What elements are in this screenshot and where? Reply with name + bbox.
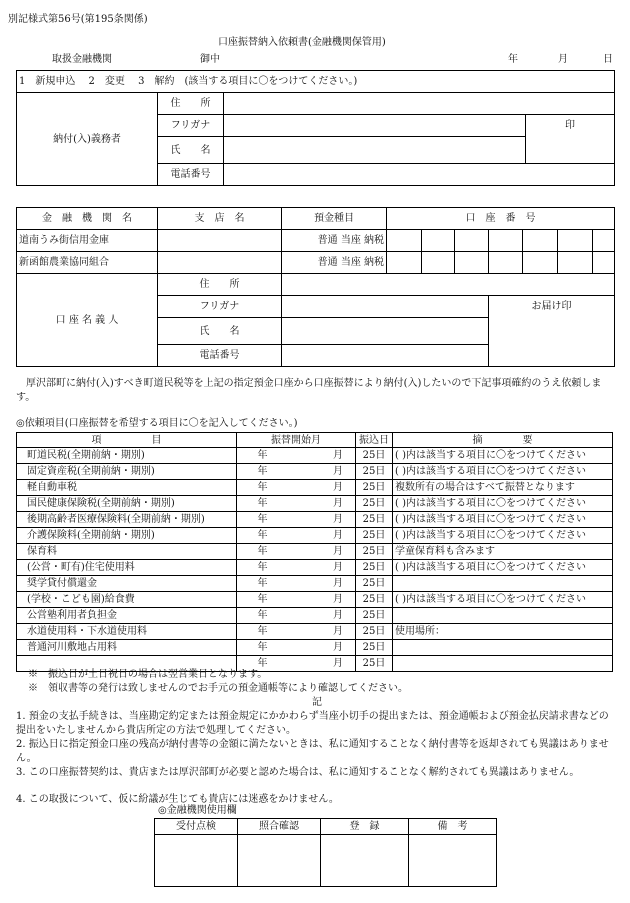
account-digit[interactable] <box>489 252 523 274</box>
note-2: ※ 領収書等の発行は致しませんのでお手元の預金通帳等により確認してください。 <box>28 683 408 694</box>
bank-account-type[interactable]: 普通 当座 納税 <box>282 230 387 252</box>
start-year: 年 <box>237 448 272 464</box>
start-year: 年 <box>237 528 272 544</box>
col-received: 受付点検 <box>155 819 238 835</box>
start-year: 年 <box>237 512 272 528</box>
col-account-number: 口 座 番 号 <box>387 208 615 230</box>
start-year: 年 <box>237 464 272 480</box>
payer-name-field[interactable] <box>224 137 526 164</box>
items-table <box>16 432 613 672</box>
honorific: 御中 <box>200 54 220 65</box>
form-number: 別記様式第56号(第195条関係) <box>8 14 148 25</box>
term-3: 3. この口座振替契約は、貴店または厚沢部町が必要と認めた場合は、私に通知することなく解約されても異議はありません。 <box>16 767 580 778</box>
payer-furigana-field[interactable] <box>224 115 526 137</box>
col-account-type: 預金種目 <box>282 208 387 230</box>
recipient-label: 取扱金融機関 <box>52 54 112 65</box>
bank-branch-field[interactable] <box>158 230 282 252</box>
start-year: 年 <box>237 480 272 496</box>
transfer-day: 25日 <box>356 656 393 672</box>
verify-stamp-field[interactable] <box>238 835 321 887</box>
item-row[interactable] <box>17 592 613 608</box>
start-year: 年 <box>237 624 272 640</box>
transfer-day: 25日 <box>356 448 393 464</box>
item-row[interactable] <box>17 528 613 544</box>
holder-phone-field[interactable] <box>282 345 489 367</box>
account-digit[interactable] <box>593 252 615 274</box>
payer-phone-label: 電話番号 <box>158 164 224 186</box>
transfer-day: 25日 <box>356 576 393 592</box>
start-year: 年 <box>237 640 272 656</box>
holder-furigana-field[interactable] <box>282 296 489 318</box>
start-year: 年 <box>237 560 272 576</box>
account-digit[interactable] <box>387 252 422 274</box>
term-1: 1. 預金の支払手続きは、当座勘定約定または預金規定にかかわらず当座小切手の提出または、預金通帳および預金払戻請求書などの提出をいたしませんから貴店所定の方法で処理してください。 <box>16 711 609 736</box>
payer-seal[interactable]: 印 <box>526 115 615 164</box>
register-stamp-field[interactable] <box>321 835 409 887</box>
start-year: 年 <box>237 576 272 592</box>
holder-section-label: 口 座 名 義 人 <box>17 274 158 367</box>
payer-name-label: 氏 名 <box>158 137 224 164</box>
item-row[interactable] <box>17 496 613 512</box>
start-year: 年 <box>237 608 272 624</box>
item-remarks: 複数所有の場合はすべて振替となります <box>393 480 613 496</box>
account-digit[interactable] <box>455 230 489 252</box>
start-month: 月 <box>272 608 356 624</box>
holder-phone-label: 電話番号 <box>158 345 282 367</box>
item-remarks: 学童保育料も含みます <box>393 544 613 560</box>
items-heading: ◎依頼項目(口座振替を希望する項目に〇を記入してください。) <box>16 418 298 429</box>
start-month: 月 <box>272 512 356 528</box>
start-month: 月 <box>272 656 356 672</box>
transfer-day: 25日 <box>356 560 393 576</box>
payer-phone-field[interactable] <box>224 164 615 186</box>
transfer-day: 25日 <box>356 528 393 544</box>
col-institution: 金 融 機 関 名 <box>17 208 158 230</box>
start-month: 月 <box>272 528 356 544</box>
item-remarks: ( )内は該当する項目に〇をつけてください <box>393 592 613 608</box>
item-row[interactable] <box>17 512 613 528</box>
bank-row <box>17 252 615 274</box>
bank-use-table <box>154 818 497 887</box>
holder-seal[interactable]: お届け印 <box>489 296 615 367</box>
col-item: 項 目 <box>17 433 237 448</box>
holder-address-field[interactable] <box>282 274 615 296</box>
payer-address-label: 住 所 <box>158 93 224 115</box>
account-digit[interactable] <box>422 252 455 274</box>
transfer-day: 25日 <box>356 624 393 640</box>
item-name: 国民健康保険税(全期前納・期別) <box>17 496 237 512</box>
item-remarks: 使用場所： <box>393 624 613 640</box>
bank-institution: 新函館農業協同組合 <box>17 252 158 274</box>
item-remarks <box>393 640 613 656</box>
term-4: 4. この取扱について、仮に紛議が生じても貴店には迷惑をかけません。 <box>16 794 339 805</box>
item-name: 保育料 <box>17 544 237 560</box>
start-month: 月 <box>272 640 356 656</box>
item-remarks: ( )内は該当する項目に〇をつけてください <box>393 512 613 528</box>
date-day-label: 日 <box>603 54 613 65</box>
start-month: 月 <box>272 624 356 640</box>
holder-name-field[interactable] <box>282 318 489 345</box>
item-name: 普通河川敷地占用料 <box>17 640 237 656</box>
request-text: 厚沢部町に納付(入)すべき町道民税等を上記の指定預金口座から口座振替により納付(入)したいので下記事項確約のうえ依頼します。 <box>16 378 602 403</box>
transfer-day: 25日 <box>356 544 393 560</box>
payer-furigana-label: フリガナ <box>158 115 224 137</box>
item-row[interactable] <box>17 544 613 560</box>
account-digit[interactable] <box>387 230 422 252</box>
bank-row <box>17 230 615 252</box>
account-digit[interactable] <box>558 252 593 274</box>
account-digit[interactable] <box>455 252 489 274</box>
item-remarks <box>393 656 613 672</box>
payer-section-label: 納付(入)義務者 <box>17 93 158 186</box>
item-row[interactable] <box>17 448 613 464</box>
bank-use-heading: ◎金融機関使用欄 <box>158 805 237 816</box>
item-remarks: ( )内は該当する項目に〇をつけてください <box>393 560 613 576</box>
item-name: 奨学貸付償還金 <box>17 576 237 592</box>
start-month: 月 <box>272 560 356 576</box>
transfer-day: 25日 <box>356 640 393 656</box>
start-month: 月 <box>272 480 356 496</box>
bank-branch-field[interactable] <box>158 252 282 274</box>
bank-table <box>16 207 615 367</box>
date-month-label: 月 <box>558 54 568 65</box>
col-verify: 照合確認 <box>238 819 321 835</box>
payer-table <box>16 70 615 186</box>
col-remarks: 摘 要 <box>393 433 613 448</box>
col-branch: 支 店 名 <box>158 208 282 230</box>
start-year: 年 <box>237 656 272 672</box>
account-digit[interactable] <box>523 230 558 252</box>
item-name: 水道使用料・下水道使用料 <box>17 624 237 640</box>
item-row[interactable] <box>17 560 613 576</box>
item-name: 軽自動車税 <box>17 480 237 496</box>
account-digit[interactable] <box>593 230 615 252</box>
received-stamp-field[interactable] <box>155 835 238 887</box>
start-month: 月 <box>272 496 356 512</box>
item-row[interactable] <box>17 640 613 656</box>
account-digit[interactable] <box>422 230 455 252</box>
item-remarks: ( )内は該当する項目に〇をつけてください <box>393 528 613 544</box>
transfer-day: 25日 <box>356 512 393 528</box>
item-row[interactable] <box>17 576 613 592</box>
start-month: 月 <box>272 448 356 464</box>
item-row[interactable] <box>17 624 613 640</box>
transfer-day: 25日 <box>356 464 393 480</box>
bank-institution: 道南うみ街信用金庫 <box>17 230 158 252</box>
item-name: 町道民税(全期前納・期別) <box>17 448 237 464</box>
item-name: 固定資産税(全期前納・期別) <box>17 464 237 480</box>
item-remarks: ( )内は該当する項目に〇をつけてください <box>393 448 613 464</box>
item-name: (学校・こども園)給食費 <box>17 592 237 608</box>
item-name: (公営・町有)住宅使用料 <box>17 560 237 576</box>
ki-label: 記 <box>312 697 322 708</box>
col-transfer-day: 振込日 <box>356 433 393 448</box>
bank-remarks-field[interactable] <box>409 835 497 887</box>
holder-name-label: 氏 名 <box>158 318 282 345</box>
start-month: 月 <box>272 464 356 480</box>
holder-furigana-label: フリガナ <box>158 296 282 318</box>
item-row[interactable] <box>17 608 613 624</box>
item-remarks: ( )内は該当する項目に〇をつけてください <box>393 464 613 480</box>
application-type[interactable]: 1 新規申込 2 変更 3 解約 (該当する項目に〇をつけてください。) <box>17 71 615 93</box>
payer-address-field[interactable] <box>224 93 615 115</box>
item-remarks <box>393 576 613 592</box>
start-month: 月 <box>272 592 356 608</box>
start-year: 年 <box>237 544 272 560</box>
transfer-day: 25日 <box>356 496 393 512</box>
transfer-day: 25日 <box>356 592 393 608</box>
start-month: 月 <box>272 544 356 560</box>
holder-address-label: 住 所 <box>158 274 282 296</box>
transfer-day: 25日 <box>356 480 393 496</box>
item-row[interactable] <box>17 464 613 480</box>
account-digit[interactable] <box>489 230 523 252</box>
col-bank-remarks: 備 考 <box>409 819 497 835</box>
account-digit[interactable] <box>558 230 593 252</box>
col-start-month: 振替開始月 <box>237 433 356 448</box>
bank-account-type[interactable]: 普通 当座 納税 <box>282 252 387 274</box>
item-row[interactable] <box>17 480 613 496</box>
term-2: 2. 振込日に指定預金口座の残高が納付書等の金額に満たないときは、私に通知することなく納付書等を返却されても異議はありません。 <box>16 739 609 764</box>
item-remarks <box>393 608 613 624</box>
item-name: 公営塾利用者負担金 <box>17 608 237 624</box>
item-name: 介護保険料(全期前納・期別) <box>17 528 237 544</box>
note-1: ※ 振込日が土日祝日の場合は翌営業日となります。 <box>28 669 268 680</box>
transfer-day: 25日 <box>356 608 393 624</box>
start-year: 年 <box>237 592 272 608</box>
start-month: 月 <box>272 576 356 592</box>
date-year-label: 年 <box>508 54 518 65</box>
form-title: 口座振替納入依頼書(金融機関保管用) <box>218 37 386 48</box>
start-year: 年 <box>237 496 272 512</box>
account-digit[interactable] <box>523 252 558 274</box>
item-remarks: ( )内は該当する項目に〇をつけてください <box>393 496 613 512</box>
col-register: 登 録 <box>321 819 409 835</box>
item-name: 後期高齢者医療保険料(全期前納・期別) <box>17 512 237 528</box>
